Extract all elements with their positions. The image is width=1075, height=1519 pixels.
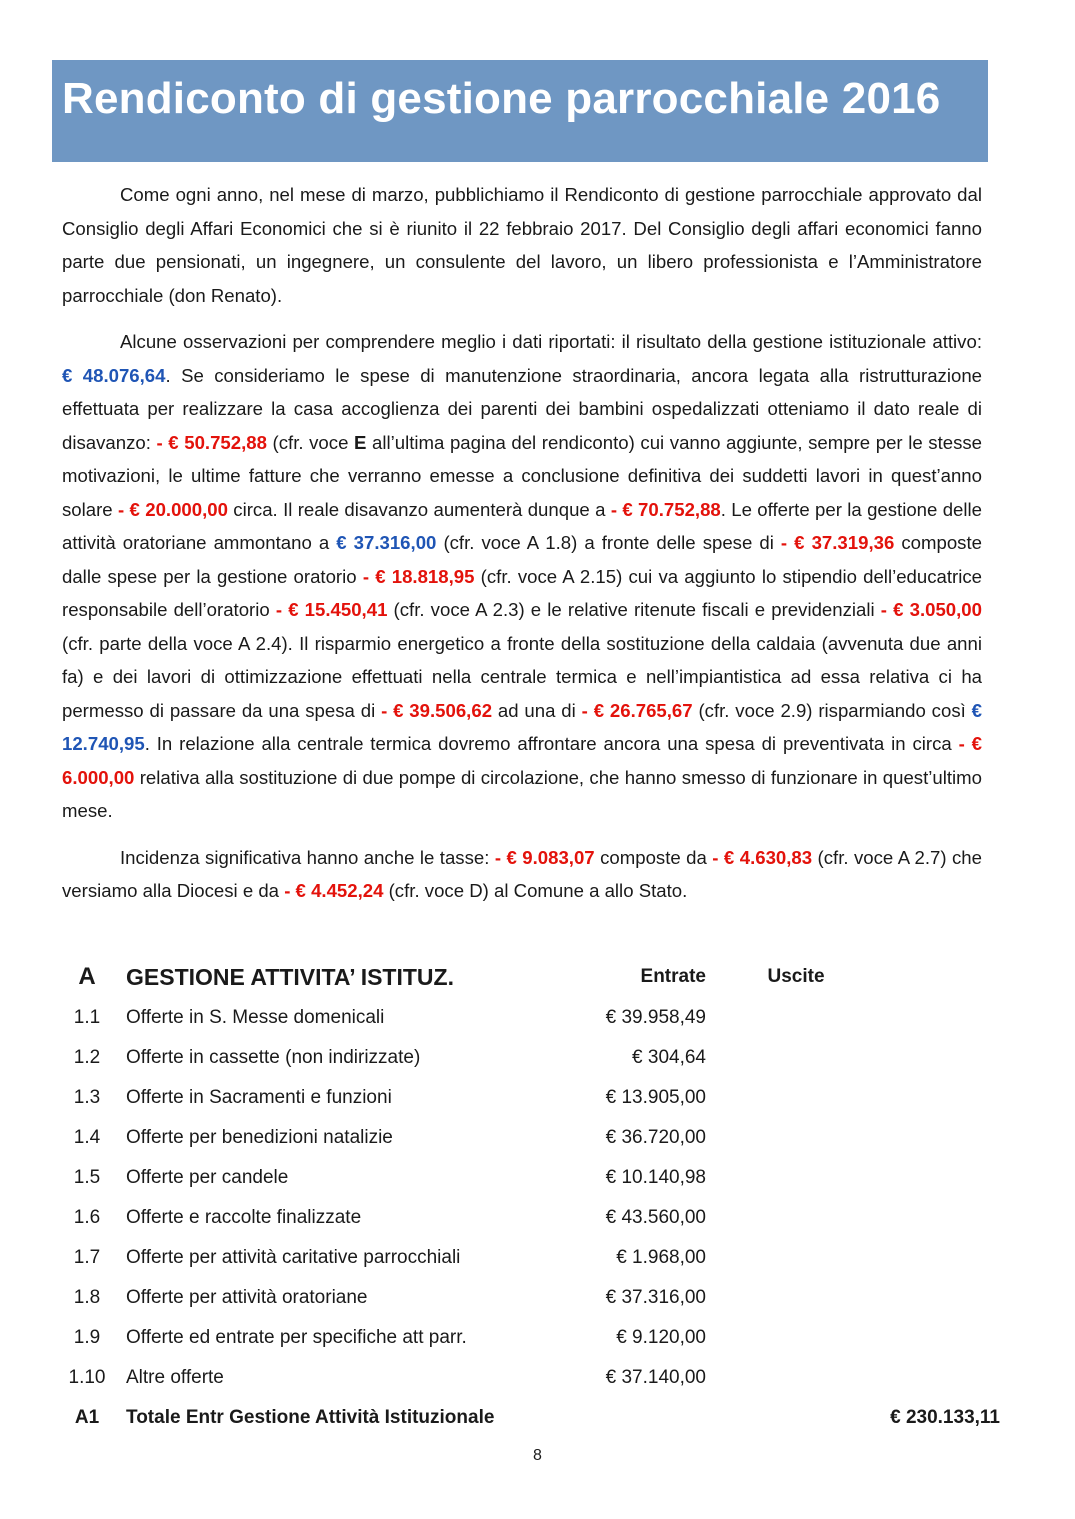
negative-amount: - € 9.083,07 xyxy=(494,846,595,868)
row-description: Offerte per attività oratoriane xyxy=(126,1287,368,1308)
row-code: 1.7 xyxy=(73,1247,101,1268)
row-total xyxy=(886,1078,1000,1118)
negative-amount: - € 70.752,88 xyxy=(610,498,721,520)
row-description: Offerte per benedizioni natalizie xyxy=(126,1127,393,1148)
page-number: 8 xyxy=(533,1447,542,1464)
column-header-entrate: Entrate xyxy=(640,966,706,987)
row-uscite xyxy=(706,998,886,1038)
negative-amount: - € 26.765,67 xyxy=(581,699,693,721)
total-amount: € 230.133,11 xyxy=(890,1407,1000,1428)
text-segment: circa. Il reale disavanzo aumenterà dunque a xyxy=(227,498,611,520)
row-amount: € 36.720,00 xyxy=(605,1127,706,1148)
row-uscite xyxy=(706,1198,886,1238)
total-row xyxy=(60,1398,1000,1438)
total-label: Totale Entr Gestione Attività Istituzionale xyxy=(126,1407,495,1428)
row-amount: € 1.968,00 xyxy=(616,1247,706,1268)
table-row xyxy=(60,1078,1000,1118)
row-total xyxy=(886,1318,1000,1358)
row-total xyxy=(886,1158,1000,1198)
positive-amount: € 48.076,64 xyxy=(62,364,166,386)
text-segment: ad una di xyxy=(492,699,582,721)
paragraph-observations xyxy=(62,325,982,828)
negative-amount: - € 3.050,00 xyxy=(880,599,982,620)
column-header-total xyxy=(886,956,1000,998)
total-code: A1 xyxy=(74,1407,100,1428)
row-total xyxy=(886,1198,1000,1238)
row-uscite xyxy=(706,1238,886,1278)
row-total xyxy=(886,998,1000,1038)
table-row xyxy=(60,998,1000,1038)
text-segment: . In relazione alla centrale termica dovremo affrontare ancora una spesa di preventivata in circa xyxy=(144,733,959,754)
row-total xyxy=(886,1238,1000,1278)
row-description: Offerte per candele xyxy=(126,1167,289,1188)
row-amount: € 304,64 xyxy=(632,1047,706,1068)
negative-amount: - € 20.000,00 xyxy=(118,498,228,520)
row-code: 1.3 xyxy=(73,1087,101,1108)
negative-amount: - € 18.818,95 xyxy=(362,565,475,587)
title-banner xyxy=(52,60,988,162)
row-code: 1.4 xyxy=(73,1127,101,1148)
row-total xyxy=(886,1278,1000,1318)
table-row xyxy=(60,1158,1000,1198)
row-amount: € 10.140,98 xyxy=(605,1167,706,1188)
page-title: Rendiconto di gestione parrocchiale 2016 xyxy=(62,74,941,123)
negative-amount: - € 39.506,62 xyxy=(381,699,493,721)
accounts-table xyxy=(60,956,1000,1438)
text-segment: (cfr. voce A 2.3) e le relative ritenute fiscali e previdenziali xyxy=(387,599,881,620)
paragraph-intro: Come ogni anno, nel mese di marzo, pubblichiamo il Rendiconto di gestione parrocchiale approvato dal Consiglio degli Affari Economici che si è riunito il 22 febbraio 2017. Del Consiglio degli affari economici fanno parte due pensionati, un ingegnere, un consulente del lavoro, un libero professionista e l’Amministratore parrocchiale (don Renato). xyxy=(62,184,982,306)
row-description: Offerte in S. Messe domenicali xyxy=(126,1007,385,1028)
paragraph-taxes xyxy=(62,841,982,908)
row-total xyxy=(886,1118,1000,1158)
row-description: Offerte per attività caritative parrocchiali xyxy=(126,1247,461,1268)
row-total xyxy=(886,1358,1000,1398)
text-segment: composte da xyxy=(594,846,713,868)
section-code: A xyxy=(78,963,96,990)
negative-amount: - € 4.452,24 xyxy=(284,880,384,901)
row-code: 1.10 xyxy=(68,1367,106,1388)
table-row xyxy=(60,1238,1000,1278)
positive-amount: € 12.740,95 xyxy=(62,699,982,754)
text-segment: all’ultima pagina del rendiconto) cui vanno aggiunte, sempre per le stesse motivazioni, le ultime fatture che verranno emesse a conclusione definitiva dei suddetti lavori in quest’anno solare xyxy=(62,431,983,520)
row-code: 1.6 xyxy=(73,1207,101,1228)
text-segment: (cfr. parte della voce A 2.4). Il risparmio energetico a fronte della sostituzione della caldaia (avvenuta due anni fa) e dei lavori di ottimizzazione effettuati nella centrale termica e nell’impiantistica ad essa relativa ci ha permesso di passare da una spesa di xyxy=(62,632,982,721)
row-amount: € 37.140,00 xyxy=(605,1367,706,1388)
row-amount: € 43.560,00 xyxy=(605,1207,706,1228)
negative-amount: - € 4.630,83 xyxy=(712,846,813,868)
text-segment: Alcune osservazioni per comprendere meglio i dati riportati: il risultato della gestione istituzionale attivo: xyxy=(120,331,982,352)
negative-amount: - € 50.752,88 xyxy=(156,431,267,453)
text-segment: (cfr. voce A 2.7) che versiamo alla Diocesi e da xyxy=(62,846,982,901)
table-row xyxy=(60,1038,1000,1078)
voice-letter: E xyxy=(354,431,367,453)
section-title: GESTIONE ATTIVITA’ ISTITUZ. xyxy=(126,963,454,990)
row-uscite xyxy=(706,1278,886,1318)
table-row xyxy=(60,1118,1000,1158)
text-segment: . Se consideriamo le spese di manutenzione straordinaria, ancora legata alla ristrutturazione effettuata per realizzare la casa accoglienza dei parenti dei bambini ospedalizzati otteniamo il dato reale di disavanzo: xyxy=(62,364,982,453)
row-code: 1.8 xyxy=(73,1287,101,1308)
positive-amount: € 37.316,00 xyxy=(336,532,437,553)
row-description: Offerte ed entrate per specifiche att parr. xyxy=(126,1327,467,1348)
negative-amount: - € 37.319,36 xyxy=(780,532,895,553)
row-code: 1.9 xyxy=(73,1327,101,1348)
row-uscite xyxy=(706,1318,886,1358)
row-amount: € 9.120,00 xyxy=(616,1327,706,1348)
row-amount: € 37.316,00 xyxy=(605,1287,706,1308)
row-code: 1.1 xyxy=(73,1007,101,1028)
row-amount: € 13.905,00 xyxy=(605,1087,706,1108)
text-segment: composte dalle spese per la gestione oratorio xyxy=(62,532,982,587)
text-segment: (cfr. voce A 2.15) cui va aggiunto lo stipendio dell’educatrice responsabile dell’oratorio xyxy=(62,565,982,620)
article-body xyxy=(62,178,982,921)
table-row xyxy=(60,1358,1000,1398)
text-segment: relativa alla sostituzione di due pompe di circolazione, che hanno smesso di funzionare in quest’ultimo mese. xyxy=(62,766,982,821)
text-segment: (cfr. voce A 1.8) a fronte delle spese di xyxy=(436,532,781,553)
column-header-uscite: Uscite xyxy=(767,966,825,987)
table-rows xyxy=(60,998,1000,1398)
row-uscite xyxy=(706,1358,886,1398)
row-code: 1.5 xyxy=(73,1167,101,1188)
text-segment: (cfr. voce D) al Comune a allo Stato. xyxy=(383,880,688,901)
row-description: Offerte e raccolte finalizzate xyxy=(126,1207,362,1228)
row-total xyxy=(886,1038,1000,1078)
text-segment: Incidenza significativa hanno anche le tasse: xyxy=(120,846,495,868)
row-uscite xyxy=(706,1038,886,1078)
table-row xyxy=(60,1198,1000,1238)
row-description: Altre offerte xyxy=(126,1367,224,1388)
row-description: Offerte in cassette (non indirizzate) xyxy=(126,1047,421,1068)
row-uscite xyxy=(706,1158,886,1198)
table-row xyxy=(60,1318,1000,1358)
row-code: 1.2 xyxy=(73,1047,101,1068)
table-row xyxy=(60,1278,1000,1318)
row-uscite xyxy=(706,1118,886,1158)
row-amount: € 39.958,49 xyxy=(605,1007,706,1028)
row-description: Offerte in Sacramenti e funzioni xyxy=(126,1087,392,1108)
text-segment: (cfr. voce 2.9) risparmiando così xyxy=(692,699,972,721)
text-segment: . Le offerte per la gestione delle attività oratoriane ammontano a xyxy=(62,498,983,553)
table-header xyxy=(60,956,1000,998)
negative-amount: - € 15.450,41 xyxy=(275,599,388,620)
row-uscite xyxy=(706,1078,886,1118)
negative-amount: - € 6.000,00 xyxy=(62,733,983,788)
text-segment: (cfr. voce xyxy=(266,431,355,453)
